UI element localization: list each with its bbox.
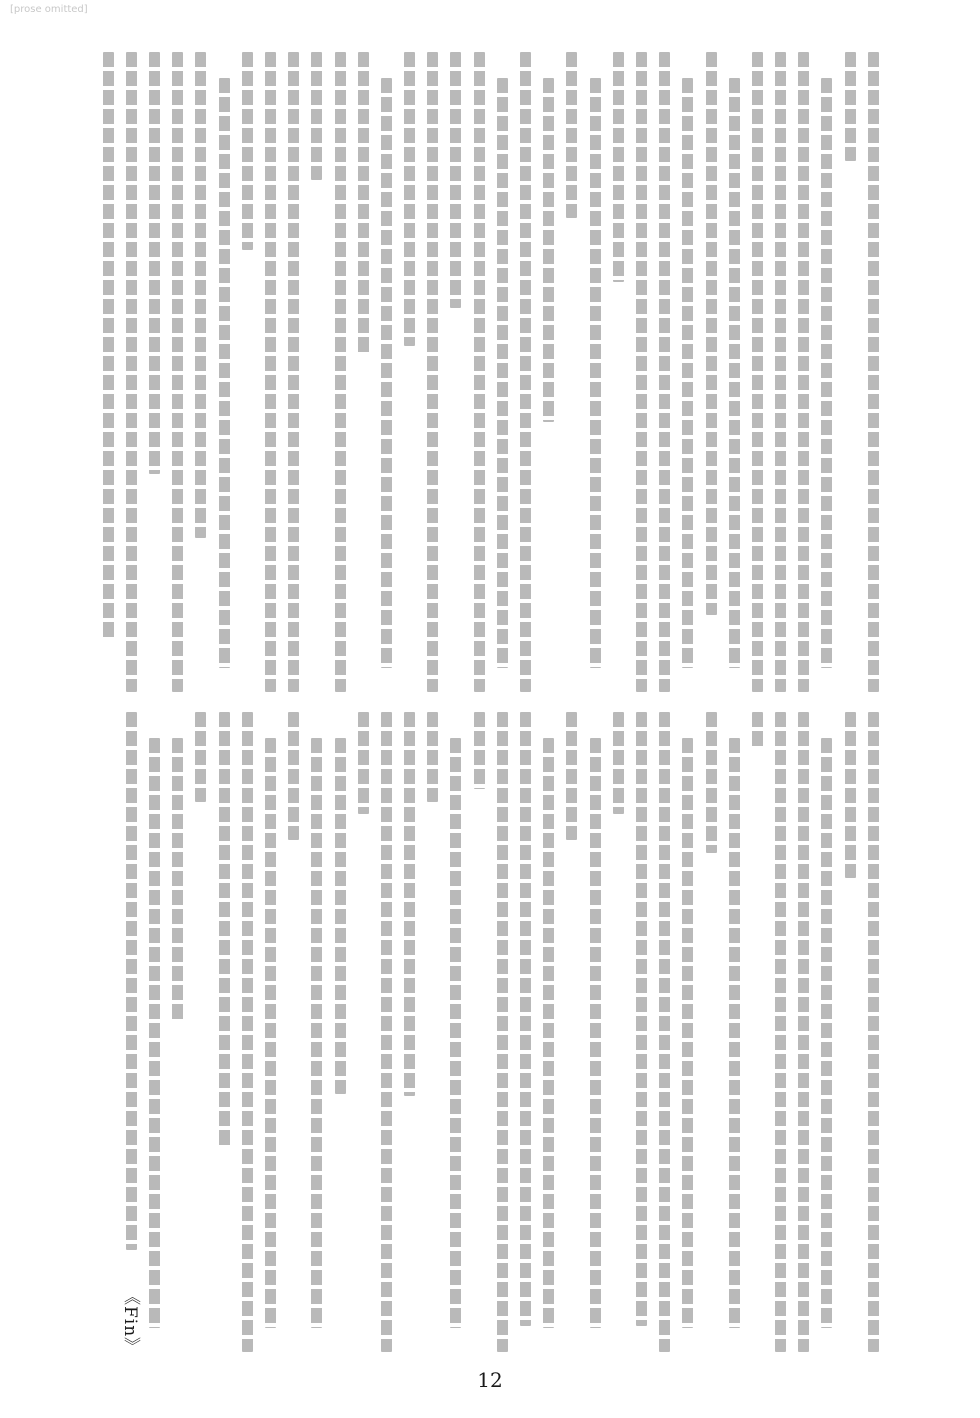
placeholder-line xyxy=(404,712,415,1096)
placeholder-line xyxy=(868,52,879,692)
placeholder-line xyxy=(288,52,299,692)
text-column xyxy=(143,52,166,692)
text-column xyxy=(839,712,862,1352)
placeholder-line xyxy=(172,738,183,1021)
placeholder-line xyxy=(265,52,276,692)
text-column xyxy=(491,52,514,692)
placeholder-line xyxy=(706,52,717,615)
placeholder-line xyxy=(126,52,137,692)
placeholder-line xyxy=(219,78,230,668)
placeholder-line xyxy=(520,712,531,1326)
text-column xyxy=(630,52,653,692)
text-column xyxy=(444,52,467,692)
placeholder-line xyxy=(659,712,670,1352)
text-column xyxy=(700,712,723,1352)
text-column xyxy=(398,52,421,692)
placeholder-line xyxy=(126,712,137,1250)
text-column xyxy=(305,52,328,692)
placeholder-line xyxy=(242,52,253,250)
placeholder-line xyxy=(381,712,392,1352)
text-column xyxy=(444,712,467,1352)
placeholder-line xyxy=(474,712,485,789)
text-column xyxy=(537,52,560,692)
text-column xyxy=(352,52,375,692)
placeholder-line xyxy=(265,738,276,1328)
text-column xyxy=(746,52,769,692)
placeholder-line xyxy=(775,52,786,692)
text-column xyxy=(166,712,189,1352)
placeholder-line xyxy=(358,52,369,353)
placeholder-line xyxy=(590,738,601,1328)
text-column xyxy=(514,52,537,692)
text-column xyxy=(630,712,653,1352)
placeholder-line xyxy=(335,738,346,1094)
placeholder-line xyxy=(358,712,369,814)
placeholder-line xyxy=(474,52,485,692)
page-number: 12 xyxy=(477,1368,503,1392)
text-column xyxy=(421,52,444,692)
end-mark: 《Fin》 xyxy=(120,1288,140,1356)
text-column xyxy=(862,52,885,692)
text-column xyxy=(815,52,838,692)
text-column xyxy=(352,712,375,1352)
text-column xyxy=(839,52,862,692)
placeholder-line xyxy=(613,712,624,814)
text-column xyxy=(143,712,166,1352)
placeholder-line xyxy=(821,78,832,668)
placeholder-line xyxy=(404,52,415,346)
placeholder-line xyxy=(636,712,647,1326)
text-column xyxy=(259,52,282,692)
text-column xyxy=(723,712,746,1352)
placeholder-line xyxy=(543,738,554,1328)
placeholder-line xyxy=(729,738,740,1328)
text-column xyxy=(815,712,838,1352)
text-column xyxy=(282,712,305,1352)
text-column xyxy=(769,712,792,1352)
placeholder-line xyxy=(427,52,438,692)
text-column xyxy=(862,712,885,1352)
placeholder-line xyxy=(821,738,832,1328)
text-column xyxy=(398,712,421,1352)
text-column xyxy=(560,712,583,1352)
text-column xyxy=(213,712,236,1352)
text-column xyxy=(769,52,792,692)
text-column xyxy=(560,52,583,692)
placeholder-line xyxy=(659,52,670,692)
placeholder-line xyxy=(149,738,160,1328)
placeholder-line xyxy=(682,738,693,1328)
text-column xyxy=(607,712,630,1352)
top-text-block xyxy=(95,52,885,692)
text-column xyxy=(584,52,607,692)
text-column xyxy=(236,712,259,1352)
placeholder-line xyxy=(450,52,461,308)
placeholder-line xyxy=(845,712,856,878)
text-column xyxy=(97,52,120,692)
placeholder-line xyxy=(543,78,554,422)
placeholder-line xyxy=(845,52,856,161)
placeholder-line xyxy=(497,712,508,1352)
text-column xyxy=(189,52,212,692)
placeholder-line xyxy=(195,712,206,802)
text-column xyxy=(537,712,560,1352)
placeholder-line xyxy=(311,52,322,180)
placeholder-line xyxy=(636,52,647,692)
placeholder-line xyxy=(520,52,531,692)
text-column xyxy=(792,712,815,1352)
text-column xyxy=(700,52,723,692)
placeholder-line xyxy=(242,712,253,1352)
text-column xyxy=(514,712,537,1352)
text-column xyxy=(584,712,607,1352)
placeholder-line xyxy=(219,712,230,1147)
text-column xyxy=(166,52,189,692)
placeholder-line xyxy=(566,52,577,218)
text-column xyxy=(653,712,676,1352)
text-column xyxy=(282,52,305,692)
text-column xyxy=(607,52,630,692)
text-column xyxy=(213,52,236,692)
placeholder-line xyxy=(752,52,763,692)
placeholder-line xyxy=(381,78,392,668)
text-column xyxy=(375,52,398,692)
bottom-text-block xyxy=(95,712,885,1352)
text-column xyxy=(491,712,514,1352)
text-column xyxy=(421,712,444,1352)
redaction-note: [prose omitted] xyxy=(10,4,88,15)
text-column xyxy=(792,52,815,692)
text-column xyxy=(259,712,282,1352)
placeholder-line xyxy=(172,52,183,692)
placeholder-line xyxy=(103,52,114,641)
placeholder-line xyxy=(868,712,879,1352)
text-column xyxy=(375,712,398,1352)
placeholder-line xyxy=(798,52,809,692)
placeholder-line xyxy=(613,52,624,282)
text-column xyxy=(468,52,491,692)
placeholder-line xyxy=(798,712,809,1352)
placeholder-line xyxy=(497,78,508,668)
placeholder-line xyxy=(775,712,786,1352)
text-column xyxy=(305,712,328,1352)
placeholder-line xyxy=(195,52,206,538)
text-column xyxy=(653,52,676,692)
placeholder-line xyxy=(590,78,601,668)
placeholder-line xyxy=(311,738,322,1328)
text-column xyxy=(120,52,143,692)
placeholder-line xyxy=(706,712,717,853)
placeholder-line xyxy=(288,712,299,840)
placeholder-line xyxy=(450,738,461,1328)
placeholder-line xyxy=(149,52,160,474)
text-column xyxy=(329,52,352,692)
text-column xyxy=(746,712,769,1352)
text-column xyxy=(329,712,352,1352)
placeholder-line xyxy=(566,712,577,840)
text-column xyxy=(676,52,699,692)
placeholder-line xyxy=(682,78,693,668)
text-column xyxy=(236,52,259,692)
placeholder-line xyxy=(752,712,763,750)
text-column xyxy=(723,52,746,692)
placeholder-line xyxy=(427,712,438,802)
text-column xyxy=(676,712,699,1352)
text-column xyxy=(468,712,491,1352)
text-column xyxy=(189,712,212,1352)
text-column xyxy=(120,712,143,1352)
placeholder-line xyxy=(335,52,346,692)
placeholder-line xyxy=(729,78,740,668)
